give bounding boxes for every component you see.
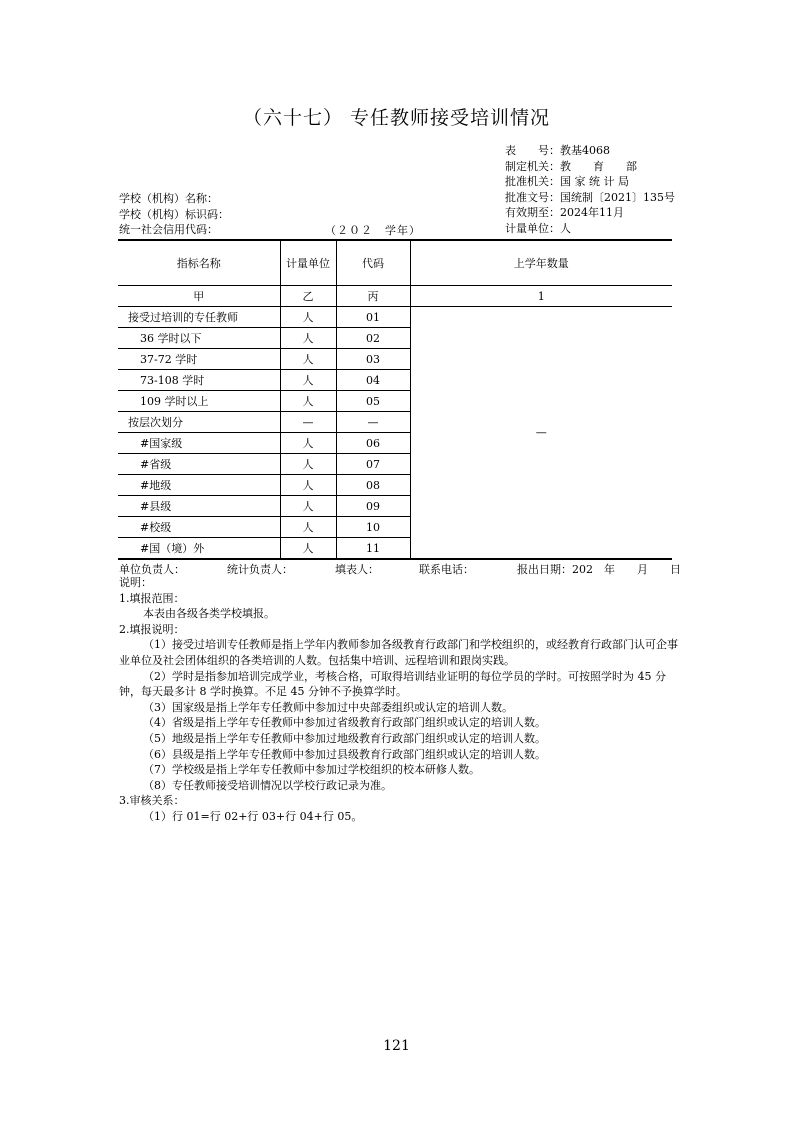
- stat-head-label: 统计负责人：: [227, 563, 293, 576]
- row-code: 03: [336, 349, 410, 370]
- row-code: 05: [336, 391, 410, 412]
- meta-form-no: 表 号：教基4068: [505, 144, 610, 157]
- col-code: 代码: [336, 240, 410, 286]
- report-date-label: 报出日期：202 年 月 日: [517, 563, 681, 576]
- form-meta-left: [119, 191, 229, 238]
- row-name: #省级: [118, 454, 280, 475]
- sub-col-1: 1: [410, 286, 672, 307]
- row-code: 09: [336, 496, 410, 517]
- meta-approver: 批准机关：国 家 统 计 局: [505, 175, 629, 188]
- row-name: #地级: [118, 475, 280, 496]
- row-code: 08: [336, 475, 410, 496]
- page-title: （六十七） 专任教师接受培训情况: [242, 107, 551, 129]
- school-name-field: 学校（机构）名称：: [119, 192, 218, 205]
- table-subheader-row: [118, 286, 672, 307]
- row-code: 11: [336, 538, 410, 560]
- row-name: 36 学时以下: [118, 328, 280, 349]
- notes-label: 说明：: [119, 576, 152, 589]
- note-item-6: （6）县级是指上学年专任教师中参加过县级教育行政部门组织或认定的培训人数。: [143, 747, 546, 761]
- row-unit: 人: [280, 517, 336, 538]
- table-header-row: [118, 240, 672, 286]
- sub-yi: 乙: [280, 286, 336, 307]
- row-unit: 人: [280, 475, 336, 496]
- sub-jia: 甲: [118, 286, 280, 307]
- instructions: [119, 575, 679, 825]
- meta-valid-until: 有效期至：2024年11月: [505, 206, 624, 219]
- filler-label: 填表人：: [335, 563, 379, 576]
- note-item-2: （2）学时是指参加培训完成学业，考核合格，可取得培训结业证明的每位学员的学时。可按照学时为 45 分钟，每天最多计 8 学时换算。不足 45 分钟不予换算学时。: [119, 669, 666, 699]
- note-item-8: （8）专任教师接受培训情况以学校行政记录为准。: [143, 778, 392, 792]
- form-meta-right: [505, 143, 675, 236]
- col-unit: 计量单位: [280, 240, 336, 286]
- school-id-field: 学校（机构）标识码：: [119, 207, 229, 221]
- row-unit: 人: [280, 496, 336, 517]
- row-unit: 人: [280, 433, 336, 454]
- row-code: 02: [336, 328, 410, 349]
- row-name: 按层次划分: [118, 412, 280, 433]
- row-code: 10: [336, 517, 410, 538]
- note-item-1: （1）接受过培训专任教师是指上学年内教师参加各级教育行政部门和学校组织的，或经教育行政部门认可企事业单位及社会团体组织的各类培训的人数。包括集中培训、远程培训和跟岗实践。: [119, 638, 678, 667]
- row-unit: 人: [280, 307, 336, 328]
- qty-cell: —: [410, 307, 672, 560]
- meta-issuer: 制定机关：教 育 部: [505, 159, 637, 173]
- school-year-label: （２０２ 学年）: [325, 224, 421, 237]
- row-unit: 人: [280, 328, 336, 349]
- page-number: 121: [383, 1038, 410, 1054]
- row-name: 接受过培训的专任教师: [118, 307, 280, 328]
- row-name: 109 学时以上: [118, 391, 280, 412]
- row-code: 06: [336, 433, 410, 454]
- meta-approval-no: 批准文号：国统制〔2021〕135号: [505, 190, 675, 204]
- row-name: #国家级: [118, 433, 280, 454]
- col-indicator-name: 指标名称: [118, 240, 280, 286]
- row-unit: 人: [280, 454, 336, 475]
- section-3-title: 3.审核关系：: [119, 794, 185, 808]
- sub-bing: 丙: [336, 286, 410, 307]
- unit-head-label: 单位负责人：: [119, 563, 185, 576]
- note-item-5: （5）地级是指上学年专任教师中参加过地级教育行政部门组织或认定的培训人数。: [143, 731, 546, 745]
- table-row: [118, 307, 672, 328]
- row-name: 73-108 学时: [118, 370, 280, 391]
- row-code: 04: [336, 370, 410, 391]
- audit-item-1: （1）行 01=行 02+行 03+行 04+行 05。: [143, 809, 363, 823]
- training-table: [118, 239, 672, 560]
- row-unit: —: [280, 412, 336, 433]
- row-unit: 人: [280, 370, 336, 391]
- row-unit: 人: [280, 538, 336, 560]
- row-unit: 人: [280, 391, 336, 412]
- phone-label: 联系电话：: [419, 563, 474, 576]
- row-code: 07: [336, 454, 410, 475]
- row-name: 37-72 学时: [118, 349, 280, 370]
- row-code: —: [336, 412, 410, 433]
- row-name: #国（境）外: [118, 538, 280, 560]
- col-last-year-qty: 上学年数量: [410, 240, 672, 286]
- row-unit: 人: [280, 349, 336, 370]
- section-1-body: 本表由各级各类学校填报。: [143, 607, 275, 621]
- row-code: 01: [336, 307, 410, 328]
- meta-unit: 计量单位：人: [505, 221, 571, 235]
- section-2-title: 2.填报说明：: [119, 622, 185, 636]
- note-item-3: （3）国家级是指上学年专任教师中参加过中央部委组织或认定的培训人数。: [143, 700, 513, 714]
- note-item-7: （7）学校级是指上学年专任教师中参加过学校组织的校本研修人数。: [143, 763, 480, 777]
- credit-code-field: 统一社会信用代码：: [119, 223, 218, 236]
- row-name: #校级: [118, 517, 280, 538]
- note-item-4: （4）省级是指上学年专任教师中参加过省级教育行政部门组织或认定的培训人数。: [143, 716, 546, 730]
- section-1-title: 1.填报范围：: [119, 591, 185, 605]
- row-name: #县级: [118, 496, 280, 517]
